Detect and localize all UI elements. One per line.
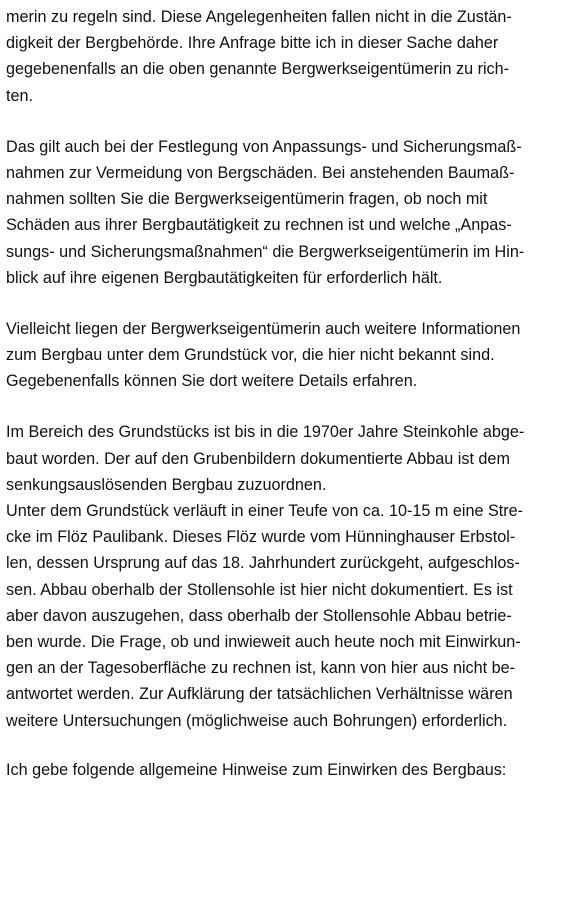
paragraph-gap [6,291,569,316]
text-line: Ich gebe folgende allgemeine Hinweise zum Einwirken des Bergbaus: [6,760,507,779]
text-line: Gegebenenfalls können Sie dort weitere Details erfahren. [6,372,418,391]
text-line: digkeit der Bergbehörde. Ihre Anfrage bitte ich in dieser Sache daher [6,34,499,53]
text-line: gen an der Tagesoberfläche zu rechnen ist, kann von hier aus nicht be- [6,659,516,678]
text-line: Unter dem Grundstück verläuft in einer Teufe von ca. 10-15 m eine Stre- [6,502,524,520]
text-line: ten. [6,86,34,105]
paragraph-general-notes [6,757,569,783]
text-line: Schäden aus ihrer Bergbautätigkeit zu rechnen ist und welche „Anpas- [6,216,512,235]
text-line: baut worden. Der auf den Grubenbildern dokumentierte Abbau ist dem [6,449,510,468]
paragraph-adaptation-measures [6,134,569,291]
paragraph-responsibility [6,4,569,109]
text-line: Vielleicht liegen der Bergwerkseigentümerin auch weitere Informationen [6,319,521,338]
text-line: aber davon auszugehen, dass oberhalb der Stollensohle Abbau betrie- [6,606,512,625]
paragraph-mining-history [6,419,569,733]
paragraph-gap [6,734,569,757]
text-line: antwortet werden. Zur Aufklärung der tatsächlichen Verhältnisse wären [6,685,513,704]
paragraph-gap [6,109,569,134]
text-line: nahmen zur Vermeidung von Bergschäden. Bei anstehenden Baumaß- [6,163,515,182]
text-line: gegebenenfalls an die oben genannte Bergwerkseigentümerin zu rich- [6,60,510,79]
text-line: cke im Flöz Paulibank. Dieses Flöz wurde vom Hünninghauser Erbstol- [6,528,516,547]
text-line: sungs- und Sicherungsmaßnahmen“ die Bergwerkseigentümerin im Hin- [6,242,525,261]
text-line: merin zu regeln sind. Diese Angelegenheiten fallen nicht in die Zustän- [6,8,512,26]
text-line: ben wurde. Die Frage, ob und inwieweit auch heute noch mit Einwirkun- [6,632,521,651]
paragraph-gap [6,394,569,419]
text-line: Das gilt auch bei der Festlegung von Anpassungs- und Sicherungsmaß- [6,137,522,156]
text-line: senkungsauslösenden Bergbau zuzuordnen. [6,475,327,494]
document-page [6,0,569,783]
text-line: sen. Abbau oberhalb der Stollensohle ist hier nicht dokumentiert. Es ist [6,580,513,599]
text-line: zum Bergbau unter dem Grundstück vor, die hier nicht bekannt sind. [6,346,495,365]
text-line: blick auf ihre eigenen Bergbautätigkeiten für erforderlich hält. [6,268,443,287]
text-line: nahmen sollten Sie die Bergwerkseigentümerin fragen, ob noch mit [6,190,488,209]
text-line: weitere Untersuchungen (möglichweise auch Bohrungen) erforderlich. [6,711,508,730]
text-line: Im Bereich des Grundstücks ist bis in die 1970er Jahre Steinkohle abge- [6,423,525,442]
paragraph-further-information [6,316,569,395]
text-line: len, dessen Ursprung auf das 18. Jahrhundert zurückgeht, aufgeschlos- [6,554,520,573]
